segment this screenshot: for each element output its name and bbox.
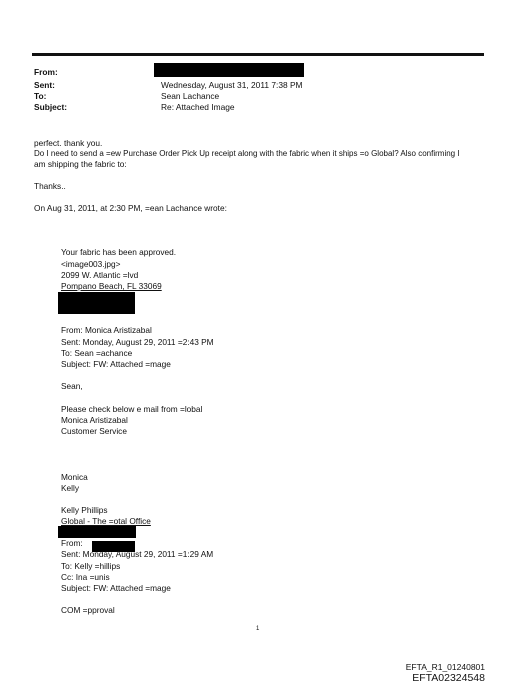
quoted-line: Subject: FW: Attached =mage: [61, 583, 171, 593]
quoted-line: Customer Service: [61, 426, 127, 436]
quoted-line: Cc: Ina =unis: [61, 572, 110, 582]
redaction-box: [58, 526, 136, 538]
page-number: 1: [256, 626, 260, 632]
wrote-line: On Aug 31, 2011, at 2:30 PM, =ean Lachance wrote:: [34, 203, 227, 213]
address-line: Pompano Beach, FL 33069: [61, 281, 162, 291]
quoted-line: Your fabric has been approved.: [61, 247, 177, 257]
quoted-line: Global - The =otal Office: [61, 516, 151, 526]
bates-number: EFTA02324548: [412, 672, 485, 684]
thanks-line: Thanks..: [34, 181, 66, 191]
quoted-line: Monica Aristizabal: [61, 415, 128, 425]
address-line: 2099 W. Atlantic =lvd: [61, 270, 139, 280]
image-placeholder: <image003.jpg>: [61, 259, 121, 269]
quoted-line: To: Kelly =hillips: [61, 561, 121, 571]
sent-value: Wednesday, August 31, 2011 7:38 PM: [161, 80, 303, 90]
quoted-line: Sean,: [61, 381, 83, 391]
subject-label: Subject:: [34, 102, 68, 112]
quoted-line: Monica: [61, 472, 88, 482]
quoted-line: From: Monica Aristizabal: [61, 325, 152, 335]
quoted-line: Sent: Monday, August 29, 2011 =2:43 PM: [61, 337, 214, 347]
sent-label: Sent:: [34, 80, 55, 90]
quoted-line: Please check below e mail from =lobal: [61, 404, 203, 414]
redaction-box: [58, 292, 135, 314]
quoted-line: To: Sean =achance: [61, 348, 133, 358]
subject-value: Re: Attached Image: [161, 102, 235, 112]
quoted-line: Kelly Phillips: [61, 505, 108, 515]
redaction-box: [154, 63, 304, 77]
body-line: am shipping the fabric to:: [34, 159, 127, 169]
quoted-line: Sent: Monday, August 29, 2011 =1:29 AM: [61, 549, 214, 559]
body-line: perfect. thank you.: [34, 138, 103, 148]
to-label: To:: [34, 91, 47, 101]
body-line: Do I need to send a =ew Purchase Order Pick Up receipt along with the fabric when it ships =o Global? Also confirming I: [34, 149, 460, 158]
header-rule: [32, 53, 484, 56]
quoted-line: COM =pproval: [61, 605, 115, 615]
from-label: From:: [34, 67, 58, 77]
quoted-line: From:: [61, 538, 83, 548]
quoted-line: Kelly: [61, 483, 79, 493]
quoted-line: Subject: FW: Attached =mage: [61, 359, 171, 369]
bates-number: EFTA_R1_01240801: [405, 662, 485, 672]
to-value: Sean Lachance: [161, 91, 220, 101]
